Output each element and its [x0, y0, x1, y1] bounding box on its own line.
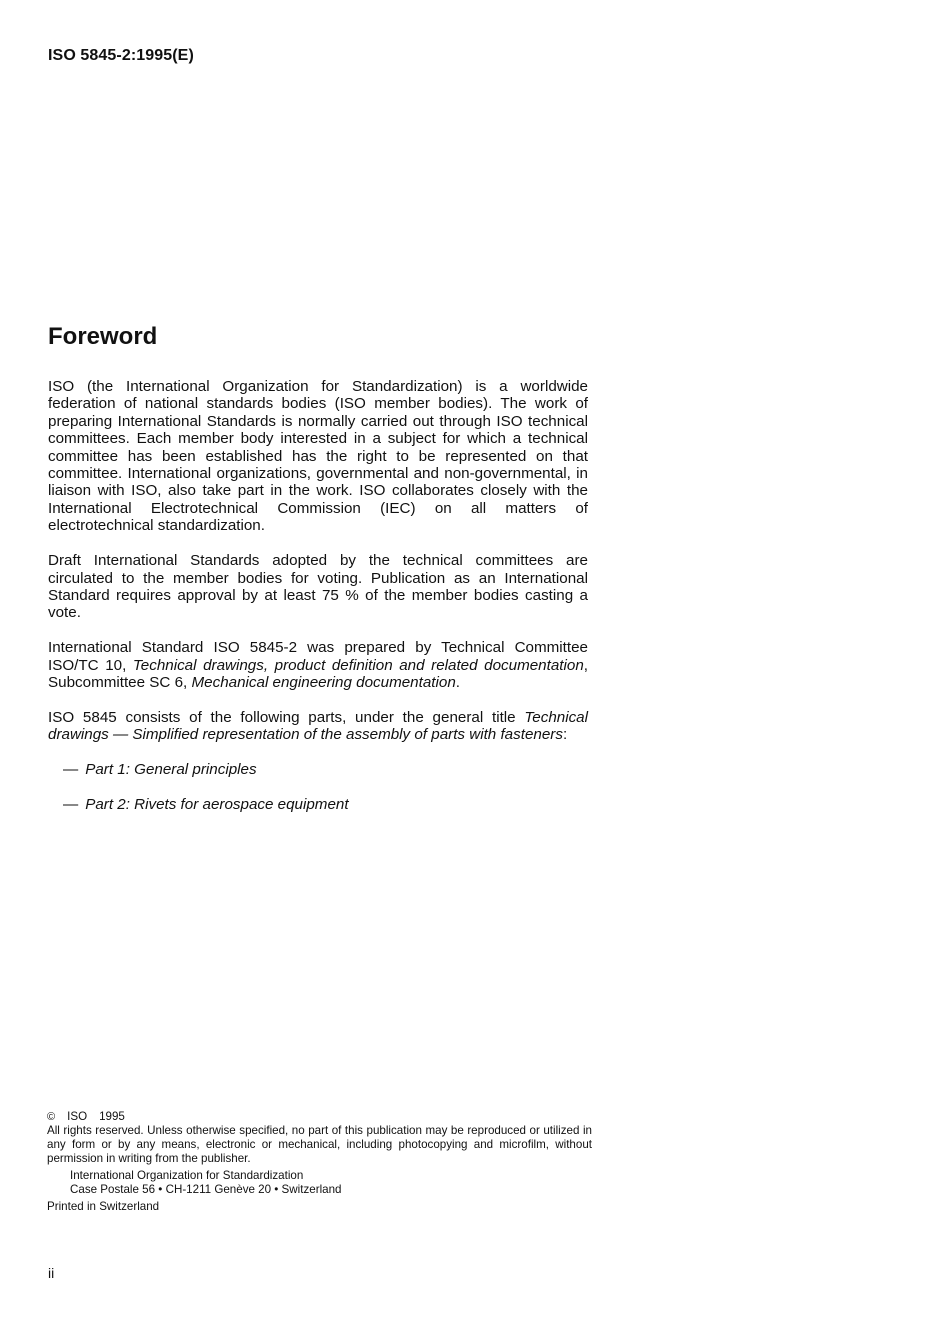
copyright-line — [47, 1110, 592, 1124]
p4-text-a: ISO 5845 consists of the following parts, under the general title — [48, 709, 525, 726]
p3-text-a: International Standard ISO 5845-2 was prepared by Technical Committee ISO/TC 10, — [48, 639, 588, 674]
list-item — [63, 796, 588, 813]
general-title: Technical drawings — Simplified representation of the assembly of parts with fasteners — [48, 709, 588, 744]
document-number: ISO 5845-2:1995(E) — [48, 47, 194, 64]
publisher-address — [70, 1169, 592, 1197]
organization-address: Case Postale 56 • CH-1211 Genève 20 • Switzerland — [70, 1183, 342, 1196]
subcommittee-title: Mechanical engineering documentation — [191, 674, 456, 692]
foreword-paragraph-1: ISO (the International Organization for Standardization) is a worldwide federation of national standards bodies (ISO member bodies). The work of preparing International Standards is normally carried out through ISO technical committees. Each member body interested in a subject for which a technical committee has been established has the right to be represented on that committee. International organizations, governmental and non-governmental, in liaison with ISO, also take part in the work. ISO collaborates closely with the International Electrotechnical Commission (IEC) on all matters of electrotechnical standardization. — [48, 378, 588, 535]
copyright-block — [47, 1110, 592, 1214]
foreword-section — [48, 322, 588, 831]
p4-text-b: : — [562, 726, 568, 744]
p3-text-c: . — [455, 674, 461, 692]
printed-in: Printed in Switzerland — [47, 1200, 160, 1213]
organization-name: International Organization for Standardization — [70, 1169, 304, 1182]
list-item — [63, 761, 588, 778]
copyright-owner: ISO — [67, 1110, 88, 1123]
foreword-paragraph-4 — [48, 709, 588, 744]
rights-statement: All rights reserved. Unless otherwise specified, no part of this publication may be reproduced or utilized in any form or by any means, electronic or mechanical, including photocopying and microfilm, without permission in writing from the publisher. — [47, 1124, 592, 1165]
committee-title: Technical drawings, product definition and related documentation — [132, 656, 584, 674]
foreword-title: Foreword — [48, 323, 158, 350]
p3-text-b: , Subcommittee SC 6, — [48, 656, 589, 692]
foreword-paragraph-3 — [48, 639, 588, 691]
page-number: ii — [48, 1265, 55, 1281]
part-label: Part 2: Rivets for aerospace equipment — [85, 796, 349, 814]
foreword-paragraph-2: Draft International Standards adopted by the technical committees are circulated to the member bodies for voting. Publication as an International Standard requires approval by at least 75 % of the member bodies casting a vote. — [48, 552, 588, 622]
list-dash: — — [63, 796, 79, 814]
list-dash: — — [63, 761, 79, 779]
copyright-year: 1995 — [99, 1110, 125, 1123]
part-label: Part 1: General principles — [85, 761, 257, 779]
copyright-icon: © — [47, 1111, 56, 1123]
